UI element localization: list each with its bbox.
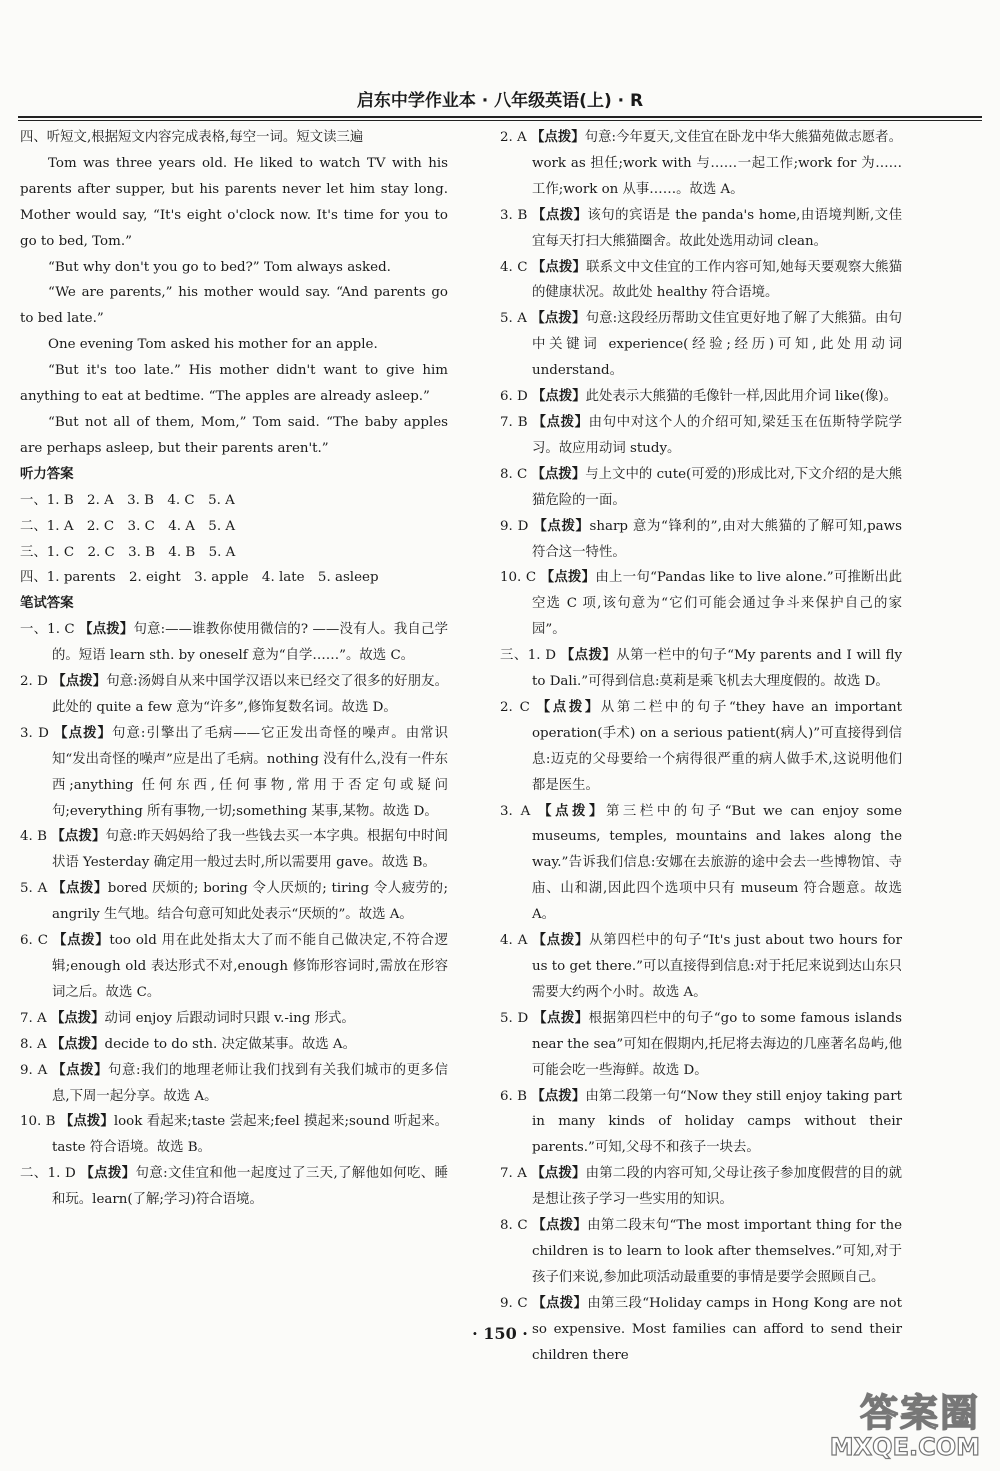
- answer-number: 5. A: [20, 881, 48, 897]
- hint-tag: 【点拨】: [52, 674, 107, 690]
- answer-explanation: 句意:昨天妈妈给了我一些钱去买一本字典。根据句中时间状语 Yesterday 确定用一般过去时,所以需要用 gave。故选 B。: [52, 829, 449, 871]
- answer-number: 7. B: [500, 414, 528, 430]
- answer-number: 一、1. C: [20, 622, 75, 638]
- listening-answers-title: 听力答案: [20, 466, 74, 482]
- answer-explanation: 由句中对这个人的介绍可知,梁廷玉在伍斯特学院学习。故应用动词 study。: [532, 414, 903, 456]
- answer-item: [500, 125, 902, 203]
- answer-item: [500, 799, 902, 929]
- answer-number: 5. A: [500, 311, 527, 327]
- answer-number: 10. B: [20, 1114, 56, 1130]
- listening-answer-line: 三、1. C 2. C 3. B 4. B 5. A: [20, 544, 236, 560]
- answer-number: 9. D: [500, 518, 529, 534]
- hint-tag: 【点拨】: [52, 933, 110, 949]
- answer-explanation: bored 厌烦的; boring 令人厌烦的; tiring 令人疲劳的; angrily 生气地。结合句意可知此处表示“厌烦的”。故选 A。: [52, 881, 449, 923]
- answer-item: [20, 1161, 448, 1213]
- answer-number: 2. D: [20, 674, 48, 690]
- watermark-main: 答案圈: [859, 1391, 980, 1435]
- answer-explanation: decide to do sth. 决定做某事。故选 A。: [104, 1036, 356, 1052]
- answer-explanation: 第三栏中的句子“But we can enjoy some museums, temples, mountains and lakes along the way.”告诉我们信息:安娜在去旅游的途中会去一些博物馆、寺庙、山和湖,因此四个选项中只有 museum 符合题意。故选 A。: [532, 803, 903, 923]
- answer-number: 4. B: [20, 829, 48, 845]
- hint-tag: 【点拨】: [51, 829, 106, 845]
- passage-paragraph: “But why don't you go to bed?” Tom always asked.: [48, 259, 391, 275]
- answer-explanation: 由第二段第一句“Now they still enjoy taking part in many kinds of holiday camps without their parents.”可知,父母不和孩子一块去。: [532, 1088, 902, 1156]
- answer-item: [500, 1084, 902, 1162]
- answer-item: [500, 462, 902, 514]
- answer-number: 6. B: [500, 1088, 527, 1104]
- hint-tag: 【点拨】: [54, 725, 113, 741]
- passage-paragraph: Tom was three years old. He liked to watch TV with his parents after supper, but his parents never let him stay long. Mother would say, “It's eight o'clock now. It's time for you to go to bed, Tom.”: [20, 155, 448, 249]
- answer-number: 3. D: [20, 725, 49, 741]
- answer-item: [20, 669, 448, 721]
- answer-explanation: 由第二段的内容可知,父母让孩子参加度假营的目的就是想让孩子学习一些实用的知识。: [532, 1166, 903, 1208]
- answer-number: 8. A: [20, 1036, 47, 1052]
- right-answer-list: [500, 125, 902, 1369]
- answer-explanation: 句意:文佳宜和他一起度过了三天,了解他如何吃、睡和玩。learn(了解;学习)符合语境。: [52, 1166, 448, 1208]
- answer-explanation: 句意:今年夏天,文佳宜在卧龙中华大熊猫苑做志愿者。work as 担任;work with 与……一起工作;work for 为……工作;work on 从事……。故选 A。: [532, 130, 902, 197]
- answer-number: 二、1. D: [20, 1166, 76, 1182]
- answer-explanation: 句意:引擎出了毛病——它正发出奇怪的噪声。由常识知“发出奇怪的噪声”应是出了毛病。nothing 没有什么,没有一件东西;anything 任何东西,任何事物,常用于否定句或疑问句;everything 所有事物,一切;something 某事,某物。故选 D。: [52, 725, 448, 819]
- answer-number: 9. C: [500, 1295, 528, 1311]
- answer-number: 8. C: [500, 466, 528, 482]
- watermark-sub: MXQE.COM: [829, 1433, 980, 1461]
- answer-number: 6. D: [500, 389, 528, 405]
- answer-item: [500, 203, 902, 255]
- answer-explanation: 由第二段末句“The most important thing for the children is to learn to look after themselves.”可知,对于孩子们来说,参加此项活动最重要的事情是要学会照顾自己。: [532, 1218, 902, 1285]
- header-rule: [18, 116, 982, 121]
- left-column: [20, 125, 448, 1213]
- answer-explanation: sharp 意为“锋利的”,由对大熊猫的了解可知,paws 符合这一特性。: [532, 518, 902, 560]
- answer-number: 8. C: [500, 1218, 528, 1234]
- answer-number: 7. A: [20, 1010, 47, 1026]
- answer-explanation: 从第四栏中的句子“It's just about two hours for us to get there.”可以直接得到信息:对于托尼来说到达山东只需要大约两个小时。故选 A。: [532, 933, 902, 1000]
- hint-tag: 【点拨】: [531, 1166, 586, 1182]
- answer-explanation: 从第二栏中的句子“they have an important operation(手术) on a serious patient(病人)”可直接得到信息:迈克的父母要给一个病得很严重的病人做手术,这说明他们都是医生。: [532, 699, 903, 793]
- listening-heading: 四、听短文,根据短文内容完成表格,每空一词。短文读三遍: [20, 130, 364, 145]
- answer-item: [500, 1213, 902, 1291]
- hint-tag: 【点拨】: [532, 1295, 588, 1311]
- answer-item: [500, 1161, 902, 1213]
- hint-tag: 【点拨】: [59, 1114, 114, 1130]
- hint-tag: 【点拨】: [80, 1166, 136, 1182]
- page-number: · 150 ·: [472, 1324, 528, 1343]
- passage-paragraph: “But it's too late.” His mother didn't want to give him anything to eat at bedtime. “The apples are already asleep.”: [20, 363, 448, 405]
- answer-number: 2. C: [500, 699, 530, 715]
- answer-explanation: 从第一栏中的句子“My parents and I will fly to Dali.”可得到信息:莫莉是乘飞机去大理度假的。故选 D。: [532, 648, 903, 690]
- hint-tag: 【点拨】: [533, 1010, 589, 1026]
- hint-tag: 【点拨】: [531, 259, 587, 275]
- hint-tag: 【点拨】: [532, 414, 589, 430]
- hint-tag: 【点拨】: [532, 207, 588, 223]
- answer-item: [500, 695, 902, 799]
- hint-tag: 【点拨】: [538, 803, 606, 819]
- hint-tag: 【点拨】: [52, 881, 108, 897]
- passage-paragraph: “But not all of them, Mom,” Tom said. “The baby apples are perhaps asleep, but their parents aren't.”: [20, 414, 448, 456]
- answer-item: [20, 876, 448, 928]
- hint-tag: 【点拨】: [50, 1036, 105, 1052]
- answer-number: 9. A: [20, 1062, 48, 1078]
- answer-explanation: look 看起来;taste 尝起来;feel 摸起来;sound 听起来。taste 符合语境。故选 B。: [52, 1114, 448, 1156]
- answer-explanation: 联系文中文佳宜的工作内容可知,她每天要观察大熊猫的健康状况。故此处 healthy 符合语境。: [532, 259, 902, 301]
- hint-tag: 【点拨】: [540, 570, 596, 586]
- answer-explanation: 动词 enjoy 后跟动词时只跟 v.-ing 形式。: [104, 1010, 355, 1026]
- hint-tag: 【点拨】: [50, 1010, 105, 1026]
- hint-tag: 【点拨】: [79, 622, 134, 638]
- answer-number: 5. D: [500, 1010, 529, 1026]
- answer-number: 3. B: [500, 207, 528, 223]
- answer-item: [500, 928, 902, 1006]
- answer-explanation: 此处表示大熊猫的毛像针一样,因此用介词 like(像)。: [585, 389, 897, 405]
- answer-item: [500, 384, 902, 410]
- written-answers-title: 笔试答案: [20, 596, 74, 612]
- answer-explanation: 该句的宾语是 the panda's home,由语境判断,文佳宜每天打扫大熊猫圈舍。故此处选用动词 clean。: [532, 207, 902, 249]
- answer-number: 10. C: [500, 570, 537, 586]
- watermark-logo: [808, 1392, 980, 1462]
- hint-tag: 【点拨】: [531, 466, 586, 482]
- answer-item: [20, 1006, 448, 1032]
- answer-explanation: 句意:这段经历帮助文佳宜更好地了解了大熊猫。由句中关键词 experience(经验;经历)可知,此处用动词 understand。: [532, 311, 902, 379]
- hint-tag: 【点拨】: [532, 389, 586, 405]
- answer-explanation: 由第三段“Holiday camps in Hong Kong are not so expensive. Most families can afford to send their children there: [532, 1295, 903, 1363]
- hint-tag: 【点拨】: [536, 699, 601, 715]
- hint-tag: 【点拨】: [532, 933, 590, 949]
- answer-item: [500, 410, 902, 462]
- answer-number: 3. A: [500, 803, 531, 819]
- answer-number: 6. C: [20, 933, 48, 949]
- passage-paragraph: One evening Tom asked his mother for an apple.: [48, 337, 378, 353]
- hint-tag: 【点拨】: [52, 1062, 109, 1078]
- hint-tag: 【点拨】: [560, 648, 617, 664]
- answer-explanation: 句意:我们的地理老师让我们找到有关我们城市的更多信息,下周一起分享。故选 A。: [52, 1062, 448, 1104]
- answer-item: [500, 514, 902, 566]
- right-column: [500, 125, 902, 1369]
- hint-tag: 【点拨】: [531, 130, 585, 145]
- listening-answer-line: 四、1. parents 2. eight 3. apple 4. late 5. asleep: [20, 570, 379, 586]
- answer-item: [500, 255, 902, 307]
- answer-item: [500, 565, 902, 643]
- answer-explanation: 由上一句“Pandas like to live alone.”可推断出此空选 C 项,该句意为“它们可能会通过争斗来保护自己的家园”。: [532, 570, 902, 638]
- answer-item: [20, 1032, 448, 1058]
- passage-paragraph: “We are parents,” his mother would say. “And parents go to bed late.”: [20, 285, 448, 327]
- hint-tag: 【点拨】: [533, 518, 590, 534]
- hint-tag: 【点拨】: [531, 311, 586, 327]
- answer-number: 4. A: [500, 933, 528, 949]
- answer-item: [20, 824, 448, 876]
- hint-tag: 【点拨】: [531, 1088, 586, 1104]
- answer-explanation: 根据第四栏中的句子“go to some famous islands near the sea”可知在假期内,托尼将去海边的几座著名岛屿,他可能会吃一些海鲜。故选 D。: [532, 1010, 903, 1078]
- page-header: 启东中学作业本 · 八年级英语(上) · R: [356, 91, 644, 111]
- answer-number: 7. A: [500, 1166, 527, 1182]
- listening-answer-line: 二、1. A 2. C 3. C 4. A 5. A: [20, 518, 236, 534]
- answer-number: 2. A: [500, 130, 527, 145]
- answer-explanation: 句意:——谁教你使用微信的? ——没有人。我自己学的。短语 learn sth. by oneself 意为“自学……”。故选 C。: [52, 622, 448, 664]
- answer-item: [500, 1006, 902, 1084]
- answer-number: 三、1. D: [500, 648, 556, 664]
- answer-item: [20, 1058, 448, 1110]
- answer-item: [20, 928, 448, 1006]
- answer-item: [500, 306, 902, 384]
- answer-item: [500, 643, 902, 695]
- listening-answer-line: 一、1. B 2. A 3. B 4. C 5. A: [20, 492, 235, 508]
- answer-explanation: 与上文中的 cute(可爱的)形成比对,下文介绍的是大熊猫危险的一面。: [532, 466, 903, 508]
- answer-item: [20, 617, 448, 669]
- answer-item: [20, 1109, 448, 1161]
- answer-explanation: 句意:汤姆自从来中国学汉语以来已经交了很多的好朋友。此处的 quite a few 意为“许多”,修饰复数名词。故选 D。: [52, 674, 448, 715]
- left-answer-list: [20, 617, 448, 1213]
- answer-number: 4. C: [500, 259, 528, 275]
- hint-tag: 【点拨】: [532, 1218, 588, 1234]
- answer-explanation: too old 用在此处指太大了而不能自己做决定,不符合逻辑;enough old 表达形式不对,enough 修饰形容词时,需放在形容词之后。故选 C。: [52, 933, 448, 1000]
- answer-item: [20, 721, 448, 825]
